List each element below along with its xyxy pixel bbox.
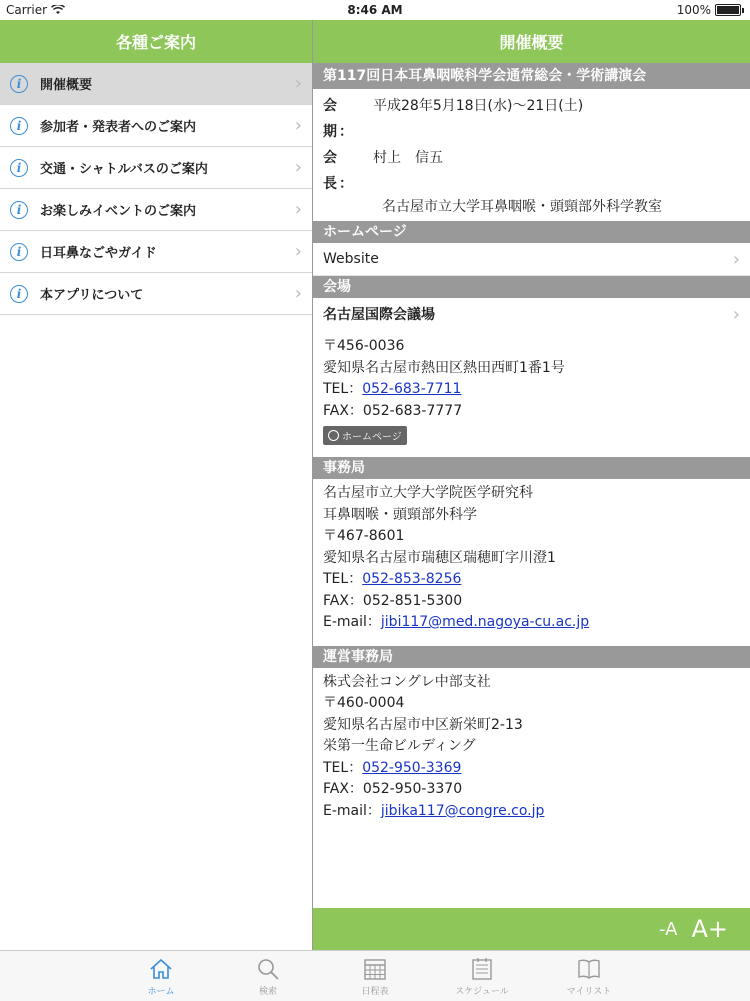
menu-item-label: 交通・シャトルバスのご案内 <box>40 162 208 177</box>
meeting-title: 第117回日本耳鼻咽喉科学会通常総会・学術講演会 <box>313 63 750 89</box>
info-icon: i <box>10 117 28 135</box>
menu-item-transport[interactable] <box>0 147 312 189</box>
office-tel-row <box>313 569 750 591</box>
battery-icon <box>715 4 741 16</box>
ops-header: 運営事務局 <box>313 646 750 668</box>
ops-tel-row <box>313 758 750 780</box>
venue-fax: FAX：052-683-7777 <box>323 402 463 419</box>
venue-link-row[interactable] <box>313 298 750 330</box>
menu-item-overview[interactable] <box>0 63 312 105</box>
chevron-right-icon: › <box>294 199 302 220</box>
ops-mail-link[interactable]: jibika117@congre.co.jp <box>380 802 545 819</box>
venue-address: 愛知県名古屋市熱田区熱田西町1番1号 <box>323 359 565 376</box>
right-nav-title: 開催概要 <box>313 20 750 63</box>
chair-row <box>313 145 750 197</box>
detail-content[interactable] <box>313 63 750 908</box>
venue-header: 会場 <box>313 276 750 298</box>
tab-home[interactable] <box>108 951 215 1001</box>
left-nav-title: 各種ご案内 <box>0 20 312 63</box>
menu-item-nagoya-guide[interactable] <box>0 231 312 273</box>
homepage-header: ホームページ <box>313 221 750 243</box>
chevron-right-icon: › <box>294 157 302 178</box>
mail-label: E-mail： <box>323 802 381 819</box>
chevron-right-icon: › <box>294 283 302 304</box>
tab-label: 検索 <box>258 986 277 997</box>
office-mail-row <box>313 612 750 634</box>
period-value: 平成28年5月18日(水)〜21日(土) <box>373 98 584 114</box>
book-icon <box>576 956 602 982</box>
menu-item-label: お楽しみイベントのご案内 <box>40 204 197 219</box>
info-icon: i <box>10 243 28 261</box>
menu-item-label: 本アプリについて <box>40 288 144 303</box>
tab-timetable[interactable] <box>322 951 429 1001</box>
font-decrease-button[interactable]: -A <box>659 918 678 940</box>
info-icon: i <box>10 201 28 219</box>
battery-percent: 100% <box>676 3 711 17</box>
ops-mail-row <box>313 801 750 823</box>
tel-label: TEL： <box>323 571 363 587</box>
font-increase-button[interactable]: A+ <box>691 915 728 943</box>
ops-building: 栄第一生命ビルディング <box>323 738 476 754</box>
font-size-bar <box>313 908 750 950</box>
venue-tel-row <box>313 379 750 401</box>
tel-label: TEL： <box>323 759 363 776</box>
ops-fax: FAX：052-950-3370 <box>323 781 463 797</box>
office-zip: 〒467-8601 <box>323 528 405 544</box>
venue-homepage-button[interactable] <box>323 426 407 445</box>
status-bar <box>0 0 750 20</box>
office-address: 愛知県名古屋市瑞穂区瑞穂町字川澄1 <box>323 549 556 566</box>
chevron-right-icon: › <box>732 248 740 270</box>
website-link-row[interactable] <box>313 243 750 276</box>
info-icon: i <box>10 75 28 93</box>
office-tel-link[interactable]: 052-853-8256 <box>362 571 462 587</box>
chevron-right-icon: › <box>294 115 302 136</box>
chevron-right-icon: › <box>294 241 302 262</box>
chevron-right-icon: › <box>732 303 740 325</box>
globe-icon <box>328 430 339 441</box>
menu-item-participants[interactable] <box>0 105 312 147</box>
schedule-list-icon <box>469 956 495 982</box>
menu-item-events[interactable] <box>0 189 312 231</box>
ops-line1: 株式会社コングレ中部支社 <box>323 673 491 690</box>
menu-item-label: 開催概要 <box>40 78 93 93</box>
venue-zip: 〒456-0036 <box>323 338 405 354</box>
calendar-grid-icon <box>362 956 388 982</box>
status-time: 8:46 AM <box>347 3 403 17</box>
office-line2: 耳鼻咽喉・頭頸部外科学 <box>323 506 477 523</box>
ops-tel-link[interactable]: 052-950-3369 <box>362 759 462 776</box>
period-row <box>313 93 750 145</box>
chair-label: 会 長： <box>323 150 355 192</box>
carrier-label: Carrier <box>6 3 48 17</box>
chair-name: 村上 信五 <box>373 150 443 166</box>
left-pane <box>0 20 313 950</box>
right-pane <box>313 20 750 950</box>
tab-schedule[interactable] <box>429 951 536 1001</box>
chair-affiliation: 名古屋市立大学耳鼻咽喉・頭頸部外科学教室 <box>382 199 662 215</box>
ops-address: 愛知県名古屋市中区新栄町2-13 <box>323 716 523 733</box>
info-icon: i <box>10 285 28 303</box>
office-fax: FAX：052-851-5300 <box>323 592 463 609</box>
chevron-right-icon: › <box>294 73 302 94</box>
tel-label: TEL： <box>323 381 363 397</box>
period-label: 会 期： <box>323 98 355 140</box>
home-icon <box>148 956 174 982</box>
office-header: 事務局 <box>313 457 750 479</box>
homepage-badge-label: ホームページ <box>342 432 402 443</box>
tab-label: スケジュール <box>455 986 509 997</box>
tab-search[interactable] <box>215 951 322 1001</box>
wifi-icon <box>51 5 65 15</box>
office-mail-link[interactable]: jibi117@med.nagoya-cu.ac.jp <box>380 614 590 630</box>
mail-label: E-mail： <box>323 614 381 630</box>
tab-mylist[interactable] <box>536 951 643 1001</box>
menu-item-about-app[interactable] <box>0 273 312 315</box>
office-line1: 名古屋市立大学大学院医学研究科 <box>323 485 533 501</box>
venue-name: 名古屋国際会議場 <box>323 307 435 323</box>
menu-item-label: 日耳鼻なごやガイド <box>40 246 157 261</box>
tab-bar <box>0 950 750 1001</box>
venue-tel-link[interactable]: 052-683-7711 <box>362 381 462 397</box>
menu-item-label: 参加者・発表者へのご案内 <box>40 120 197 135</box>
tab-label: ホーム <box>147 986 175 997</box>
website-label: Website <box>323 251 379 267</box>
info-icon: i <box>10 159 28 177</box>
tab-label: マイリスト <box>566 986 612 997</box>
tab-label: 日程表 <box>361 986 389 997</box>
ops-zip: 〒460-0004 <box>323 695 405 711</box>
search-icon <box>255 956 281 982</box>
